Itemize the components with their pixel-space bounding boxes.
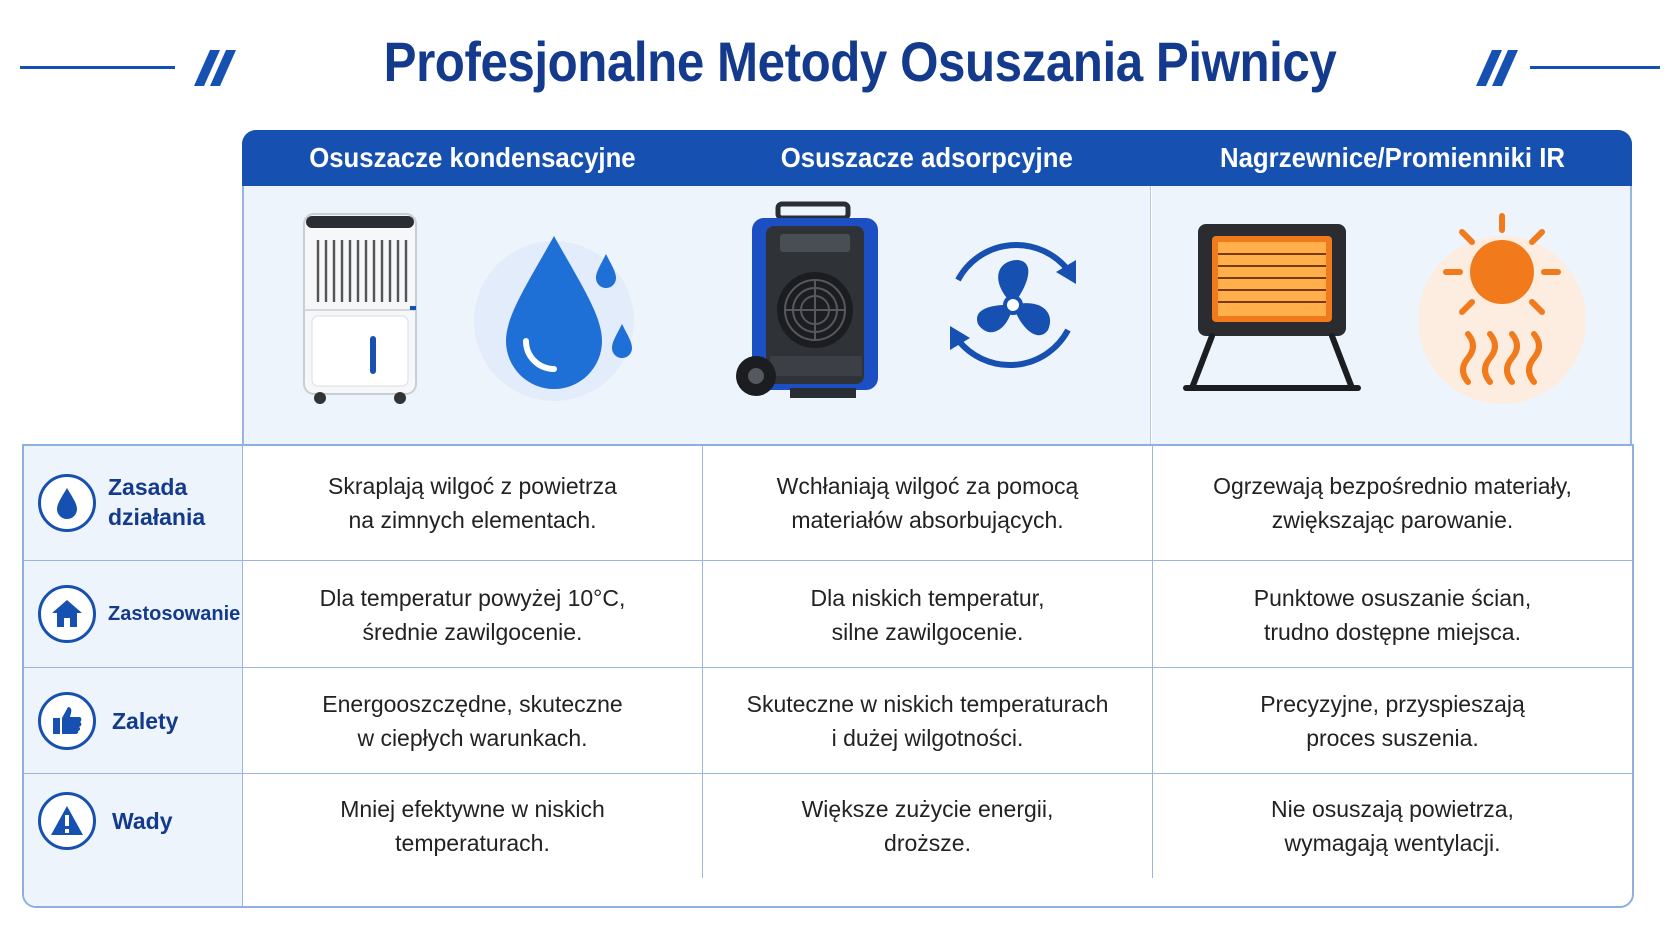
dehumidifier-image: [294, 206, 424, 406]
table-cell: [703, 774, 1153, 878]
water-drop-icon: [466, 216, 646, 406]
row-label-cell: [24, 668, 243, 774]
fan-cycle-icon: [928, 220, 1098, 390]
column-header-adsorption: [702, 130, 1152, 186]
row-label: Zalety: [112, 708, 179, 734]
row-label-cell: [24, 446, 243, 560]
warning-icon: [38, 792, 96, 850]
table-cell: [243, 561, 703, 668]
column-header-label: Osuszacze adsorpcyjne: [780, 142, 1074, 173]
table-cell: [1153, 561, 1632, 668]
slashes-right-icon: [1472, 50, 1532, 86]
title-rule-left: [20, 66, 175, 69]
page-title: Profesjonalne Metody Osuszania Piwnicy: [383, 30, 1337, 93]
cell-text: Precyzyjne, przyspieszają proces suszenia.: [1260, 691, 1525, 751]
cell-text: Ogrzewają bezpośrednio materiały, zwiększając parowanie.: [1213, 473, 1572, 533]
comparison-grid: [22, 444, 1634, 908]
cell-text: Skuteczne w niskich temperaturach i dużej wilgotności.: [746, 691, 1109, 751]
table-cell: [243, 668, 703, 774]
slashes-left-icon: [180, 50, 240, 86]
table-cell: [1153, 774, 1632, 878]
adsorption-dryer-image: [730, 200, 900, 410]
row-label: Zastosowanie: [108, 603, 241, 625]
table-cell: [703, 446, 1153, 560]
drop-icon: [38, 474, 96, 532]
infrared-heater-image: [1182, 218, 1362, 398]
row-label: Wady: [112, 808, 173, 834]
table-row: [24, 773, 1632, 907]
row-label-cell: [24, 774, 243, 907]
row-label-cell: [24, 561, 243, 668]
cell-text: Dla niskich temperatur, silne zawilgocenie.: [810, 584, 1045, 645]
cell-text: Dla temperatur powyżej 10°C, średnie zawilgocenie.: [319, 584, 626, 645]
image-cell-infrared: [1152, 186, 1632, 444]
table-row: [24, 667, 1632, 774]
cell-text: Punktowe osuszanie ścian, trudno dostępne miejsca.: [1253, 584, 1532, 645]
table-cell: [703, 668, 1153, 774]
row-label: Zasada działania: [108, 474, 206, 530]
table-row: [24, 560, 1632, 668]
cell-text: Większe zużycie energii, droższe.: [801, 796, 1054, 856]
cell-text: Skraplają wilgoć z powietrza na zimnych elementach.: [328, 473, 617, 533]
table-cell: [243, 774, 703, 878]
image-cell-adsorption: [702, 186, 1151, 444]
table-row: [24, 446, 1632, 560]
cell-text: Mniej efektywne w niskich temperaturach.: [340, 796, 605, 856]
table-cell: [243, 446, 703, 560]
cell-text: Energooszczędne, skuteczne w ciepłych warunkach.: [322, 691, 623, 751]
title-bar: [0, 22, 1672, 102]
title-rule-right: [1530, 66, 1660, 69]
thumbs-up-icon: [38, 692, 96, 750]
column-header-condensation: [242, 130, 702, 186]
table-cell: [1153, 668, 1632, 774]
table-cell: [703, 561, 1153, 668]
image-cell-condensation: [242, 186, 703, 444]
cell-text: Nie osuszają powietrza, wymagają wentylacji.: [1271, 796, 1514, 856]
column-header-infrared: [1152, 130, 1632, 186]
comparison-table: [22, 130, 1632, 905]
table-cell: [1153, 446, 1632, 560]
house-icon: [38, 585, 96, 643]
cell-text: Wchłaniają wilgoć za pomocą materiałów absorbujących.: [776, 473, 1079, 533]
sun-heat-icon: [1412, 210, 1592, 410]
column-header-label: Osuszacze kondensacyjne: [308, 142, 636, 173]
column-header-label: Nagrzewnice/Promienniki IR: [1219, 142, 1565, 173]
